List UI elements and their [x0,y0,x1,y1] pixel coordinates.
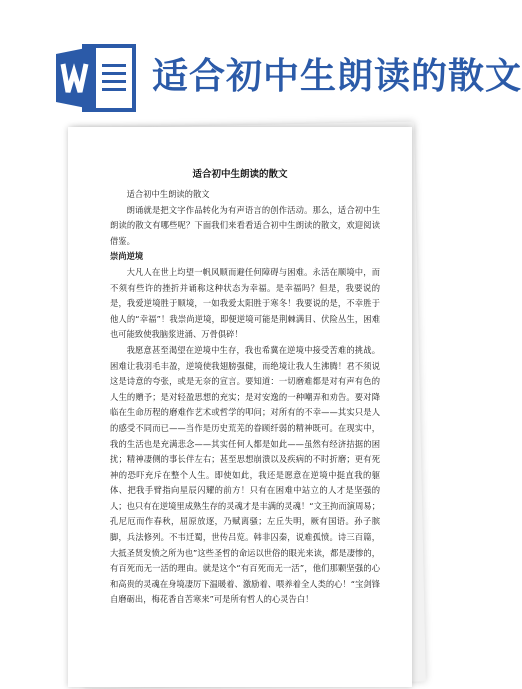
body-paragraph: 我愿意甚至渴望在逆境中生存，我也希冀在逆境中接受苦难的挑战。困难让我羽毛丰盈，逆境使我翅膀强健，而绝境让我人生沸腾！君不须说这是诗意的夸张，或是无奈的宣言。要知道：一切磨难都是对有声有色的人生的赠予；是对轻盈思想的充实；是对安逸的一种嘲弄和劝告。要对降临在生命历程的磨难作艺术或哲学的叩问；对所有的不幸——其实只是人的感受不同而已——当作是历史荒芜的眷顾纤弱的精神既可。在现实中，我的生活也是充满悲念——其实任何人都是如此——虽然有经济拮据的困扰；精神凄侧的事长伴左右；甚至思想崩溃以及疾病的不时折磨；更有死神的恐吓充斥在整个人生。即使如此，我还是愿意在逆境中挺直我的躯体、把我手臂指向星辰闪耀的前方！只有在困难中站立的人才是坚强的人；也只有在逆境里成熟生存的灵魂才是丰满的灵魂！“文王拘而演周易；孔尼厄而作春秋，屈原放逐，乃赋离骚；左丘失明，厥有国语。孙子膑脚，兵法修列。不韦迁蜀，世传吕览。韩非囚秦，说难孤愤。诗三百篇，大抵圣贤发愤之所为也”这些圣哲的命运以世俗的眼光来读，都是凄惨的，有百死而无一活的理由。就是这个“有百死而无一活”，他们那颗坚强的心和高贵的灵魂在身境凄厉下温暖着、激励着、喂养着全人类的心！“宝剑锋自磨砺出，梅花香自苦寒来”可是所有哲人的心灵告白！ [110,344,380,605]
section-heading: 崇尚逆境 [110,251,144,262]
document-page [68,127,412,687]
banner [0,0,522,135]
document-title: 适合初中生朗读的散文 [192,169,288,180]
document-body [110,187,380,608]
banner-title: 适合初中生朗读的散文 [152,55,522,97]
word-icon [54,42,138,114]
document-subtitle: 适合初中生朗读的散文 [126,189,210,199]
body-paragraph: 大凡人在世上均望一帆风顺而避任何障碍与困难。永活在顺境中，而不须有些许的挫折并诵称这种状态为幸福。是幸福吗？但是，我要说的是，我爱逆境胜于顺境，一如我爱太阳胜于寒冬！我要说的是，不幸胜于他人的“幸福”！我崇尚逆境，即便逆境可能是荆棘满目、伏险丛生，困难也可能致使我脑浆迸涌、万骨俱碎！ [110,266,380,340]
intro-paragraph: 朗诵就是把文字作品转化为有声语言的创作活动。那么，适合初中生朗读的散文有哪些呢？下面我们来看看适合初中生朗读的散文，欢迎阅读借鉴。 [110,204,380,246]
